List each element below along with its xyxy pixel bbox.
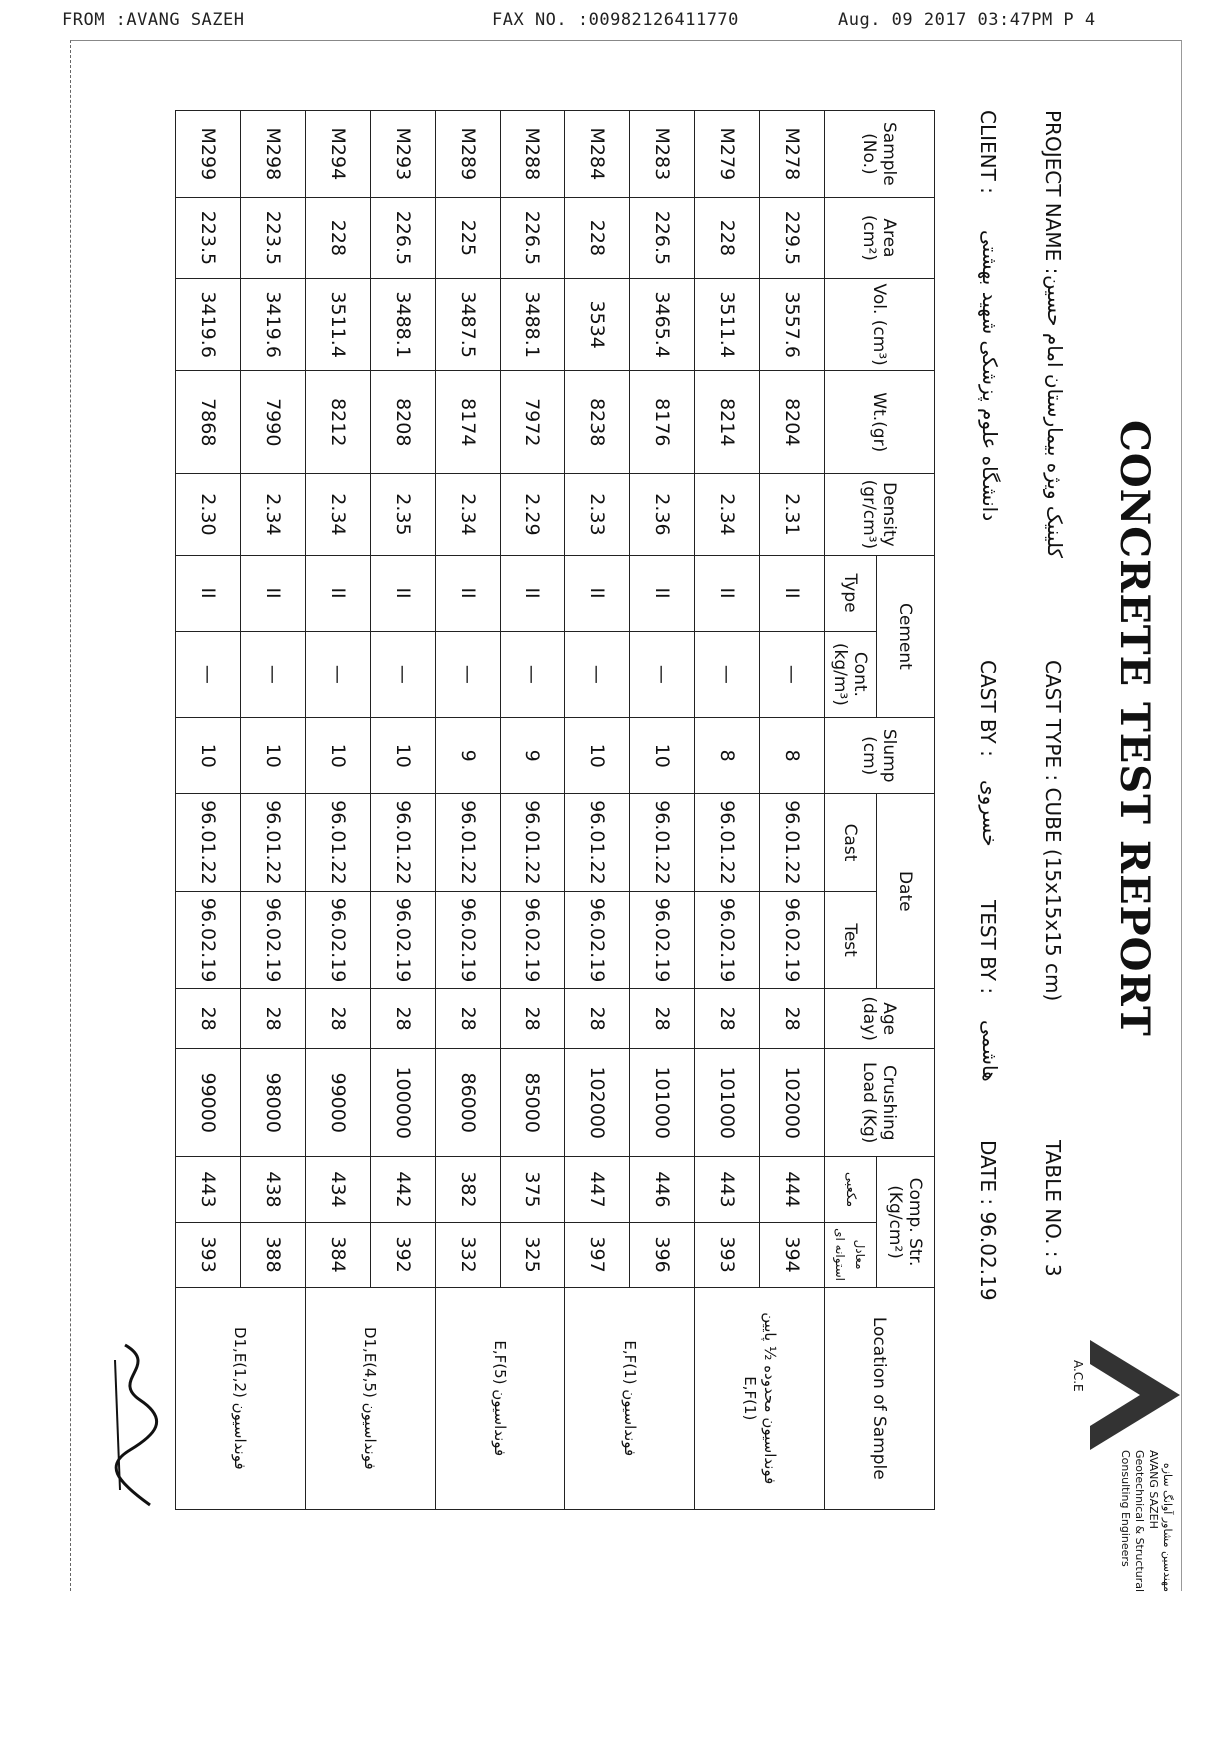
cell-cast: 96.01.22: [760, 794, 825, 892]
cell-slump: 10: [305, 718, 370, 794]
cell-area: 226.5: [370, 197, 435, 278]
cell-vol: 3511.4: [305, 279, 370, 371]
cell-type: II: [370, 555, 435, 631]
cell-type: II: [695, 555, 760, 631]
table-number: TABLE NO. : 3: [1041, 1140, 1065, 1277]
cell-sample: M279: [695, 111, 760, 198]
cell-density: 2.31: [760, 474, 825, 555]
cell-wt: 8208: [370, 371, 435, 474]
table-row: [630, 111, 695, 1510]
cell-sample: M288: [500, 111, 565, 198]
cell-cube: 446: [630, 1157, 695, 1222]
cell-vol: 3465.4: [630, 279, 695, 371]
cell-area: 226.5: [630, 197, 695, 278]
cast-type: CAST TYPE : CUBE (15x15x15 cm): [1041, 660, 1065, 1002]
cell-cast: 96.01.22: [630, 794, 695, 892]
cell-vol: 3488.1: [370, 279, 435, 371]
cell-cont: —: [305, 631, 370, 718]
cell-area: 228: [305, 197, 370, 278]
client-value: دانشگاه علوم پزشکی شهید بهشتی: [978, 230, 1002, 522]
table-row: [370, 111, 435, 1510]
cell-cont: —: [370, 631, 435, 718]
cell-load: 98000: [240, 1049, 305, 1157]
cell-wt: 8212: [305, 371, 370, 474]
cell-age: 28: [500, 989, 565, 1049]
cell-location: فونداسیون D1,E(1,2): [176, 1287, 306, 1509]
cell-cont: —: [176, 631, 241, 718]
cell-cube: 434: [305, 1157, 370, 1222]
cell-cast: 96.01.22: [565, 794, 630, 892]
cell-age: 28: [565, 989, 630, 1049]
cell-load: 102000: [760, 1049, 825, 1157]
cell-density: 2.29: [500, 474, 565, 555]
signature: [100, 1340, 170, 1510]
cell-wt: 8214: [695, 371, 760, 474]
col-sample: Sample (No.): [825, 111, 935, 198]
cell-wt: 8204: [760, 371, 825, 474]
cell-wt: 8238: [565, 371, 630, 474]
cell-sample: M283: [630, 111, 695, 198]
cell-vol: 3488.1: [500, 279, 565, 371]
logo-company-text: مهندسین مشاور آوانگ سازه AVANG SAZEH Geotechnical & Structural Consulting Engineers: [1119, 1450, 1174, 1593]
cast-by-value: خسروی: [978, 780, 1002, 847]
cell-cast: 96.01.22: [305, 794, 370, 892]
project-name-value: کلینیک ویژه بیمارستان امام حسین: [1043, 275, 1067, 559]
company-logo: [1010, 1320, 1180, 1593]
cell-cyl: 325: [500, 1222, 565, 1287]
table-row: [760, 111, 825, 1510]
test-by-value: هاشمی: [978, 1020, 1002, 1082]
cell-area: 225: [435, 197, 500, 278]
cell-slump: 9: [500, 718, 565, 794]
cell-location: فونداسیون E,F(1): [565, 1287, 695, 1509]
cell-cyl: 384: [305, 1222, 370, 1287]
cell-cyl: 392: [370, 1222, 435, 1287]
cell-load: 99000: [176, 1049, 241, 1157]
col-slump: Slump (cm): [825, 718, 935, 794]
cell-density: 2.34: [435, 474, 500, 555]
cast-by-label: CAST BY :: [976, 660, 1000, 757]
cell-type: II: [565, 555, 630, 631]
report-page: [90, 40, 1210, 1600]
cell-load: 99000: [305, 1049, 370, 1157]
cell-density: 2.34: [305, 474, 370, 555]
cell-sample: M289: [435, 111, 500, 198]
cell-cube: 443: [176, 1157, 241, 1222]
cell-type: II: [240, 555, 305, 631]
table-row: [240, 111, 305, 1510]
cell-cyl: 397: [565, 1222, 630, 1287]
cell-type: II: [435, 555, 500, 631]
cell-density: 2.34: [240, 474, 305, 555]
report-date: DATE : 96.02.19: [976, 1140, 1000, 1301]
cell-slump: 9: [435, 718, 500, 794]
cell-cyl: 393: [695, 1222, 760, 1287]
cell-slump: 10: [176, 718, 241, 794]
cell-wt: 7868: [176, 371, 241, 474]
cell-age: 28: [760, 989, 825, 1049]
cell-sample: M284: [565, 111, 630, 198]
cell-slump: 8: [760, 718, 825, 794]
cell-type: II: [176, 555, 241, 631]
client-label: CLIENT :: [976, 110, 1000, 194]
cell-location: فونداسیون محدوده ½ پایین E,F(1): [695, 1287, 825, 1509]
col-date-cast: Cast: [825, 794, 877, 892]
col-comp: Comp. Str. (Kg/cm²): [877, 1157, 935, 1287]
col-date-test: Test: [825, 891, 877, 989]
cell-area: 228: [695, 197, 760, 278]
cell-test: 96.02.19: [435, 891, 500, 989]
cell-type: II: [305, 555, 370, 631]
col-comp-cube: مکعبی: [825, 1157, 877, 1222]
cell-vol: 3419.6: [176, 279, 241, 371]
cell-slump: 8: [695, 718, 760, 794]
cell-cube: 382: [435, 1157, 500, 1222]
col-location: Location of Sample: [825, 1287, 935, 1509]
cell-load: 85000: [500, 1049, 565, 1157]
cell-vol: 3487.5: [435, 279, 500, 371]
project-name-label: PROJECT NAME :: [1041, 110, 1065, 275]
col-age: Age (day): [825, 989, 935, 1049]
cell-cont: —: [565, 631, 630, 718]
cell-cyl: 332: [435, 1222, 500, 1287]
table-row: [500, 111, 565, 1510]
cell-load: 100000: [370, 1049, 435, 1157]
logo-ace: A.C.E: [1071, 1360, 1085, 1392]
cell-test: 96.02.19: [760, 891, 825, 989]
cell-test: 96.02.19: [370, 891, 435, 989]
cell-wt: 8176: [630, 371, 695, 474]
cell-type: II: [630, 555, 695, 631]
cell-sample: M293: [370, 111, 435, 198]
cell-load: 102000: [565, 1049, 630, 1157]
cell-density: 2.36: [630, 474, 695, 555]
cell-vol: 3511.4: [695, 279, 760, 371]
cell-cont: —: [760, 631, 825, 718]
cell-cast: 96.01.22: [176, 794, 241, 892]
cell-age: 28: [176, 989, 241, 1049]
cell-load: 86000: [435, 1049, 500, 1157]
cell-cont: —: [240, 631, 305, 718]
test-by-label: TEST BY :: [976, 900, 1000, 995]
report-title: CONCRETE TEST REPORT: [1111, 420, 1158, 1037]
cell-area: 223.5: [176, 197, 241, 278]
cell-sample: M294: [305, 111, 370, 198]
cell-test: 96.02.19: [565, 891, 630, 989]
cell-cast: 96.01.22: [435, 794, 500, 892]
cell-age: 28: [240, 989, 305, 1049]
cell-cyl: 396: [630, 1222, 695, 1287]
cell-sample: M299: [176, 111, 241, 198]
cell-vol: 3534: [565, 279, 630, 371]
test-results-table: [175, 110, 935, 1510]
cell-wt: 7972: [500, 371, 565, 474]
cell-density: 2.34: [695, 474, 760, 555]
cell-cube: 443: [695, 1157, 760, 1222]
cell-age: 28: [370, 989, 435, 1049]
cell-age: 28: [435, 989, 500, 1049]
cell-test: 96.02.19: [630, 891, 695, 989]
cell-cont: —: [695, 631, 760, 718]
cell-cube: 375: [500, 1157, 565, 1222]
cell-location: فونداسیون E,F(5): [435, 1287, 565, 1509]
cell-age: 28: [305, 989, 370, 1049]
col-cement-cont: Cont. (kg/m³): [825, 631, 877, 718]
fax-number: FAX NO. :00982126411770: [492, 10, 739, 30]
cell-cont: —: [500, 631, 565, 718]
col-vol: Vol. (cm³): [825, 279, 935, 371]
cell-vol: 3419.6: [240, 279, 305, 371]
cell-type: II: [500, 555, 565, 631]
col-comp-cyl: معادل استوانه ای: [825, 1222, 877, 1287]
cell-location: فونداسیون D1,E(4,5): [305, 1287, 435, 1509]
cell-cube: 442: [370, 1157, 435, 1222]
cell-cast: 96.01.22: [370, 794, 435, 892]
cell-test: 96.02.19: [176, 891, 241, 989]
cell-load: 101000: [695, 1049, 760, 1157]
cell-test: 96.02.19: [240, 891, 305, 989]
cell-test: 96.02.19: [305, 891, 370, 989]
cell-cyl: 394: [760, 1222, 825, 1287]
col-date: Date: [877, 794, 935, 989]
cell-density: 2.35: [370, 474, 435, 555]
cell-area: 228: [565, 197, 630, 278]
col-crushing: Crushing Load (Kg): [825, 1049, 935, 1157]
fax-date-page: Aug. 09 2017 03:47PM P 4: [838, 10, 1096, 30]
cell-cyl: 388: [240, 1222, 305, 1287]
cell-area: 226.5: [500, 197, 565, 278]
col-density: Density (gr/cm³): [825, 474, 935, 555]
cell-area: 223.5: [240, 197, 305, 278]
cell-slump: 10: [370, 718, 435, 794]
cell-wt: 7990: [240, 371, 305, 474]
col-cement: Cement: [877, 555, 935, 718]
cell-vol: 3557.6: [760, 279, 825, 371]
cell-cube: 438: [240, 1157, 305, 1222]
cell-cast: 96.01.22: [695, 794, 760, 892]
cell-test: 96.02.19: [695, 891, 760, 989]
col-cement-type: Type: [825, 555, 877, 631]
cell-cyl: 393: [176, 1222, 241, 1287]
col-area: Area (cm²): [825, 197, 935, 278]
cell-slump: 10: [240, 718, 305, 794]
cell-density: 2.30: [176, 474, 241, 555]
cell-load: 101000: [630, 1049, 695, 1157]
cell-cube: 447: [565, 1157, 630, 1222]
cell-cont: —: [630, 631, 695, 718]
cell-density: 2.33: [565, 474, 630, 555]
cell-test: 96.02.19: [500, 891, 565, 989]
cell-slump: 10: [565, 718, 630, 794]
cell-type: II: [760, 555, 825, 631]
cell-age: 28: [630, 989, 695, 1049]
cell-slump: 10: [630, 718, 695, 794]
cell-cont: —: [435, 631, 500, 718]
fax-from: FROM :AVANG SAZEH: [62, 10, 245, 30]
cell-cast: 96.01.22: [240, 794, 305, 892]
cell-cast: 96.01.22: [500, 794, 565, 892]
cell-age: 28: [695, 989, 760, 1049]
cell-wt: 8174: [435, 371, 500, 474]
cell-sample: M298: [240, 111, 305, 198]
cell-area: 229.5: [760, 197, 825, 278]
cell-cube: 444: [760, 1157, 825, 1222]
cell-sample: M278: [760, 111, 825, 198]
col-wt: Wt.(gr): [825, 371, 935, 474]
